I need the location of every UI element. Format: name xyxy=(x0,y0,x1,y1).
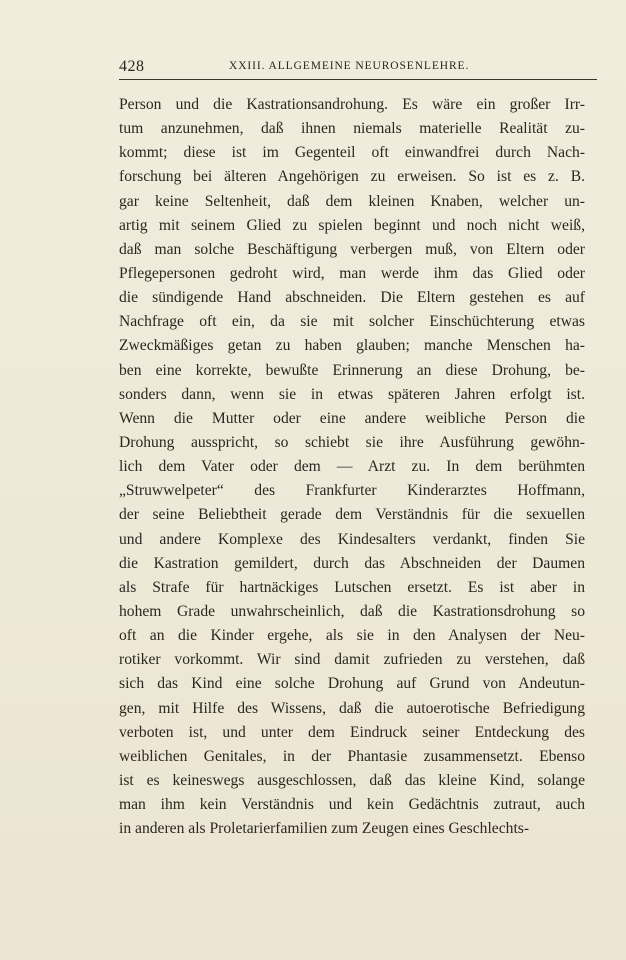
text-line: der seine Beliebtheit gerade dem Verständnis für die sexuellen xyxy=(119,506,585,524)
text-line: lich dem Vater oder dem — Arzt zu. In dem berühmten xyxy=(119,458,585,476)
text-line: gar keine Seltenheit, daß dem kleinen Knaben, welcher un- xyxy=(119,192,585,210)
text-line: forschung bei älteren Angehörigen zu erweisen. So ist es z. B. xyxy=(119,168,585,186)
page-header xyxy=(119,58,597,78)
running-head: XXIII. ALLGEMEINE NEUROSENLEHRE. xyxy=(229,60,470,72)
text-line: hohem Grade unwahrscheinlich, daß die Kastrationsdrohung so xyxy=(119,602,585,620)
text-line: Wenn die Mutter oder eine andere weibliche Person die xyxy=(119,409,585,427)
header-rule xyxy=(119,79,597,80)
text-line: Nachfrage oft ein, da sie mit solcher Einschüchterung etwas xyxy=(119,313,585,331)
text-line: weiblichen Genitales, in der Phantasie zusammensetzt. Ebenso xyxy=(119,747,585,765)
page-number: 428 xyxy=(119,58,145,75)
text-line: kommt; diese ist im Gegenteil oft einwandfrei durch Nach- xyxy=(119,144,585,162)
text-line: die sündigende Hand abschneiden. Die Eltern gestehen es auf xyxy=(119,289,585,307)
text-line: als Strafe für hartnäckiges Lutschen ersetzt. Es ist aber in xyxy=(119,578,585,596)
text-line: Zweckmäßiges getan zu haben glauben; manche Menschen ha- xyxy=(119,337,585,355)
text-line: Pflegepersonen gedroht wird, man werde ihm das Glied oder xyxy=(119,264,585,282)
text-line: sonders dann, wenn sie in etwas späteren Jahren erfolgt ist. xyxy=(119,385,585,403)
body-text xyxy=(119,93,585,841)
text-line: man ihm kein Verständnis und kein Gedächtnis zutraut, auch xyxy=(119,796,585,814)
text-line: daß man solche Beschäftigung verbergen muß, von Eltern oder xyxy=(119,240,585,258)
text-line: die Kastration gemildert, durch das Abschneiden der Daumen xyxy=(119,554,585,572)
text-line: rotiker vorkommt. Wir sind damit zufrieden zu verstehen, daß xyxy=(119,651,585,669)
text-line: artig mit seinem Glied zu spielen beginnt und noch nicht weiß, xyxy=(119,216,585,234)
text-line: tum anzunehmen, daß ihnen niemals materielle Realität zu- xyxy=(119,120,585,138)
text-line: verboten ist, und unter dem Eindruck seiner Entdeckung des xyxy=(119,723,585,741)
text-line: oft an die Kinder ergehe, als sie in den Analysen der Neu- xyxy=(119,627,585,645)
text-line: und andere Komplexe des Kindesalters verdankt, finden Sie xyxy=(119,530,585,548)
text-line: in anderen als Proletarierfamilien zum Zeugen eines Geschlechts- xyxy=(119,820,530,838)
text-line: ben eine korrekte, bewußte Erinnerung an diese Drohung, be- xyxy=(119,361,585,379)
text-line: sich das Kind eine solche Drohung auf Grund von Andeutun- xyxy=(119,675,585,693)
text-line: gen, mit Hilfe des Wissens, daß die autoerotische Befriedigung xyxy=(119,699,585,717)
text-line: Drohung ausspricht, so schiebt sie ihre Ausführung gewöhn- xyxy=(119,433,585,451)
text-line: ist es keineswegs ausgeschlossen, daß das kleine Kind, solange xyxy=(119,771,585,789)
text-line: Person und die Kastrationsandrohung. Es wäre ein großer Irr- xyxy=(119,96,585,113)
text-line: „Struwwelpeter“ des Frankfurter Kinderarztes Hoffmann, xyxy=(119,482,585,500)
